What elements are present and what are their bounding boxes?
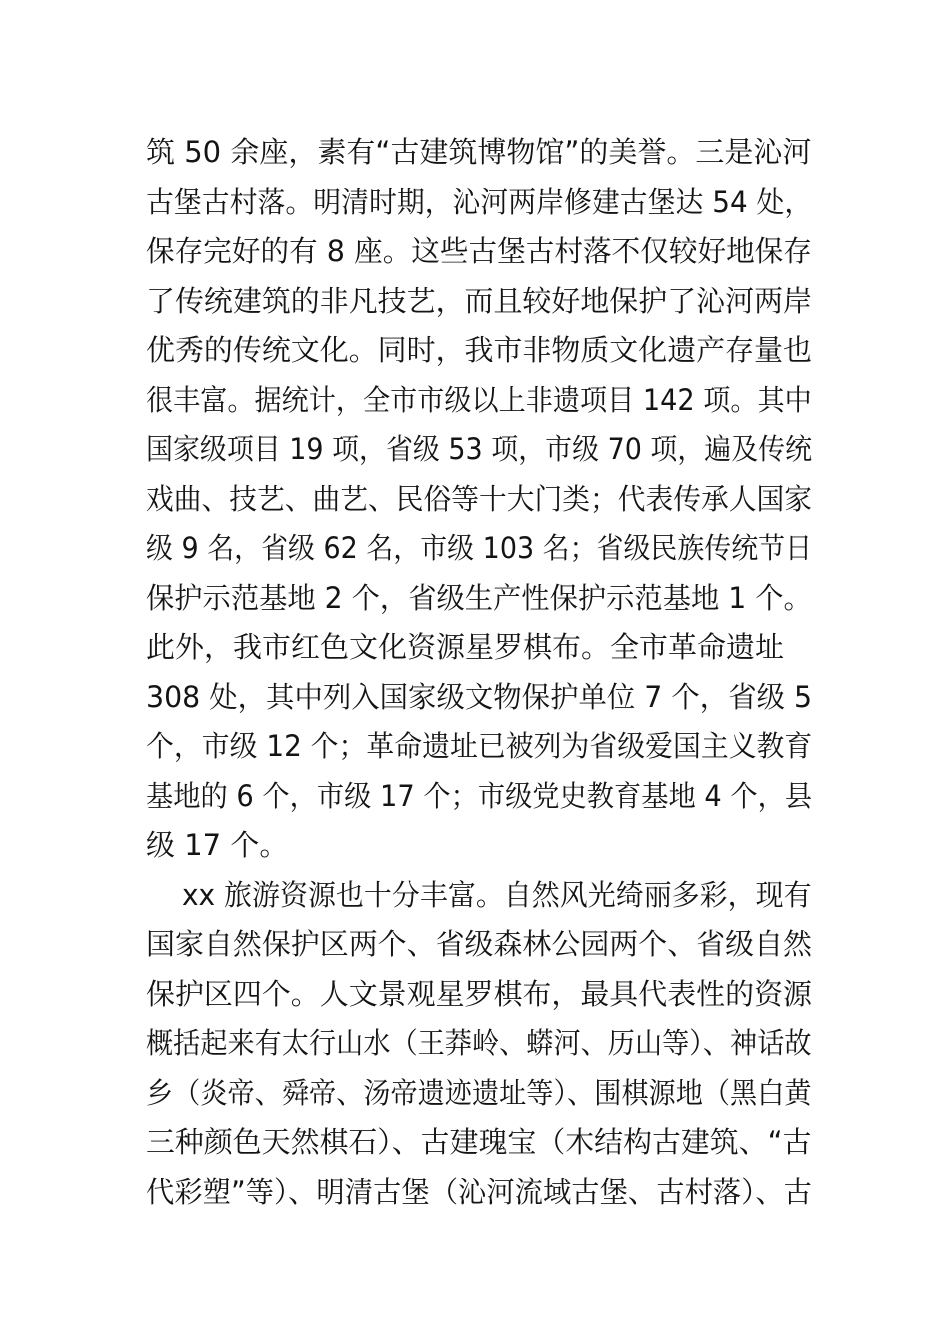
text-line: 戏曲、技艺、曲艺、民俗等十大门类；代表传承人国家	[146, 482, 813, 516]
text-line: xx 旅游资源也十分丰富。自然风光绮丽多彩，现有	[182, 878, 812, 912]
text-line: 古堡古村落。明清时期，沁河两岸修建古堡达 54 处，	[146, 185, 813, 219]
text-line: 级 17 个。	[146, 828, 289, 862]
text-line: 保护区四个。人文景观星罗棋布，最具代表性的资源	[146, 977, 813, 1011]
text-line: 代彩塑”等）、明清古堡（沁河流域古堡、古村落）、古	[146, 1175, 813, 1209]
text-line: 优秀的传统文化。同时，我市非物质文化遗产存量也	[146, 333, 813, 367]
text-line: 此外，我市红色文化资源星罗棋布。全市革命遗址	[146, 630, 785, 664]
text-line: 基地的 6 个，市级 17 个；市级党史教育基地 4 个，县	[146, 779, 813, 813]
text-line: 308 处，其中列入国家级文物保护单位 7 个，省级 5	[146, 680, 813, 714]
text-line: 很丰富。据统计，全市市级以上非遗项目 142 项。其中	[146, 383, 812, 417]
text-line: 概括起来有太行山水（王莽岭、蟒河、历山等）、神话故	[146, 1026, 812, 1060]
text-line: 国家自然保护区两个、省级森林公园两个、省级自然	[146, 927, 813, 961]
text-line: 三种颜色天然棋石）、古建瑰宝（木结构古建筑、“古	[146, 1125, 812, 1159]
text-line: 筑 50 余座，素有“古建筑博物馆”的美誉。三是沁河	[146, 135, 812, 169]
text-line: 了传统建筑的非凡技艺，而且较好地保护了沁河两岸	[146, 284, 813, 318]
text-line: 国家级项目 19 项，省级 53 项，市级 70 项，遍及传统	[146, 432, 813, 466]
text-line: 个，市级 12 个；革命遗址已被列为省级爱国主义教育	[146, 729, 813, 763]
text-line: 乡（炎帝、舜帝、汤帝遗迹遗址等）、围棋源地（黑白黄	[146, 1076, 812, 1110]
text-line: 级 9 名，省级 62 名，市级 103 名；省级民族传统节日	[146, 531, 813, 565]
text-line: 保存完好的有 8 座。这些古堡古村落不仅较好地保存	[146, 234, 812, 268]
text-line: 保护示范基地 2 个，省级生产性保护示范基地 1 个。	[146, 581, 812, 615]
